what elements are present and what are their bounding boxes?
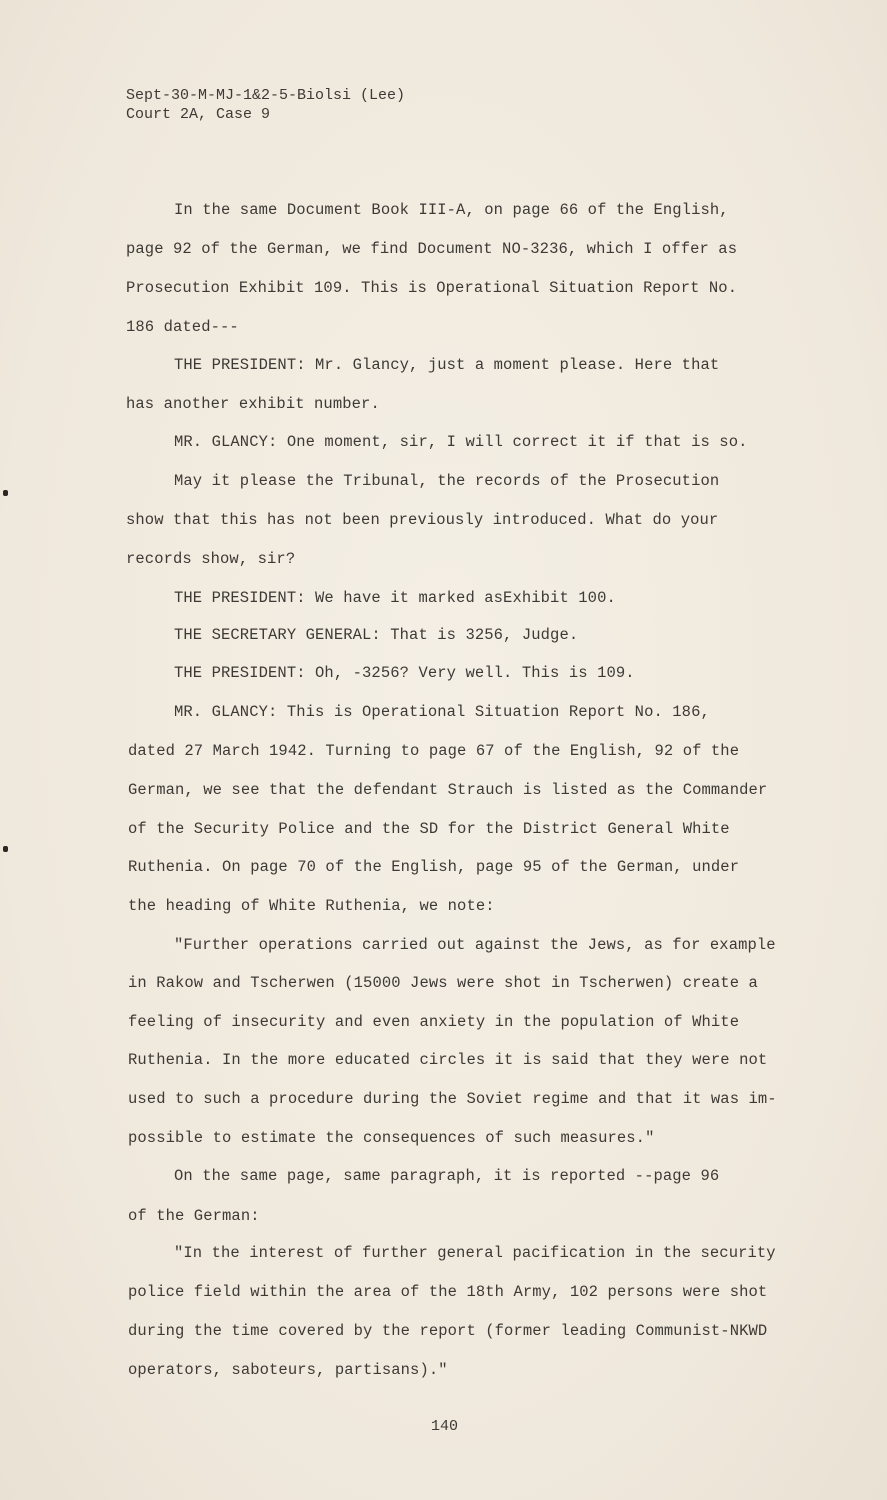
text-line: police field within the area of the 18th Army, 102 persons were shot <box>128 1283 768 1301</box>
text-line: feeling of insecurity and even anxiety in the population of White <box>128 1013 740 1031</box>
text-line: "Further operations carried out against the Jews, as for example <box>174 936 776 954</box>
text-line: On the same page, same paragraph, it is reported --page 96 <box>174 1167 720 1185</box>
text-line: May it please the Tribunal, the records of the Prosecution <box>174 472 720 490</box>
text-line: Ruthenia. In the more educated circles it is said that they were not <box>128 1051 768 1069</box>
text-line: "In the interest of further general pacification in the security <box>174 1244 776 1262</box>
text-line: show that this has not been previously introduced. What do your <box>126 511 719 529</box>
header-court-case: Court 2A, Case 9 <box>126 106 271 123</box>
header-reference: Sept-30-M-MJ-1&2-5-Biolsi (Lee) <box>126 87 406 104</box>
edge-mark <box>3 490 8 496</box>
text-line: In the same Document Book III-A, on page 66 of the English, <box>174 201 729 219</box>
text-line: used to such a procedure during the Soviet regime and that it was im- <box>128 1090 777 1108</box>
text-line: THE SECRETARY GENERAL: That is 3256, Judge. <box>174 626 579 644</box>
text-line: MR. GLANCY: One moment, sir, I will correct it if that is so. <box>174 433 748 451</box>
text-line: has another exhibit number. <box>126 395 380 413</box>
text-line: possible to estimate the consequences of such measures." <box>128 1129 655 1147</box>
text-line: THE PRESIDENT: Oh, -3256? Very well. This is 109. <box>174 664 635 682</box>
text-line: 186 dated--- <box>126 318 239 336</box>
text-line: Ruthenia. On page 70 of the English, page 95 of the German, under <box>128 858 740 876</box>
text-line: of the German: <box>128 1207 260 1225</box>
text-line: THE PRESIDENT: We have it marked asExhibit 100. <box>174 589 616 607</box>
text-line: during the time covered by the report (former leading Communist-NKWD <box>128 1322 768 1340</box>
text-line: operators, saboteurs, partisans)." <box>128 1361 448 1379</box>
text-line: dated 27 March 1942. Turning to page 67 of the English, 92 of the <box>128 742 740 760</box>
text-line: the heading of White Ruthenia, we note: <box>128 897 495 915</box>
text-line: German, we see that the defendant Strauch is listed as the Commander <box>128 781 768 799</box>
text-line: of the Security Police and the SD for the District General White <box>128 820 730 838</box>
text-line: THE PRESIDENT: Mr. Glancy, just a moment please. Here that <box>174 356 720 374</box>
text-line: page 92 of the German, we find Document NO-3236, which I offer as <box>126 240 738 258</box>
text-line: in Rakow and Tscherwen (15000 Jews were shot in Tscherwen) create a <box>128 974 758 992</box>
page-number: 140 <box>431 1418 459 1435</box>
text-line: Prosecution Exhibit 109. This is Operational Situation Report No. <box>126 279 738 297</box>
text-line: MR. GLANCY: This is Operational Situation Report No. 186, <box>174 703 710 721</box>
edge-mark <box>3 846 8 852</box>
document-header <box>126 86 405 124</box>
text-line: records show, sir? <box>126 550 296 568</box>
